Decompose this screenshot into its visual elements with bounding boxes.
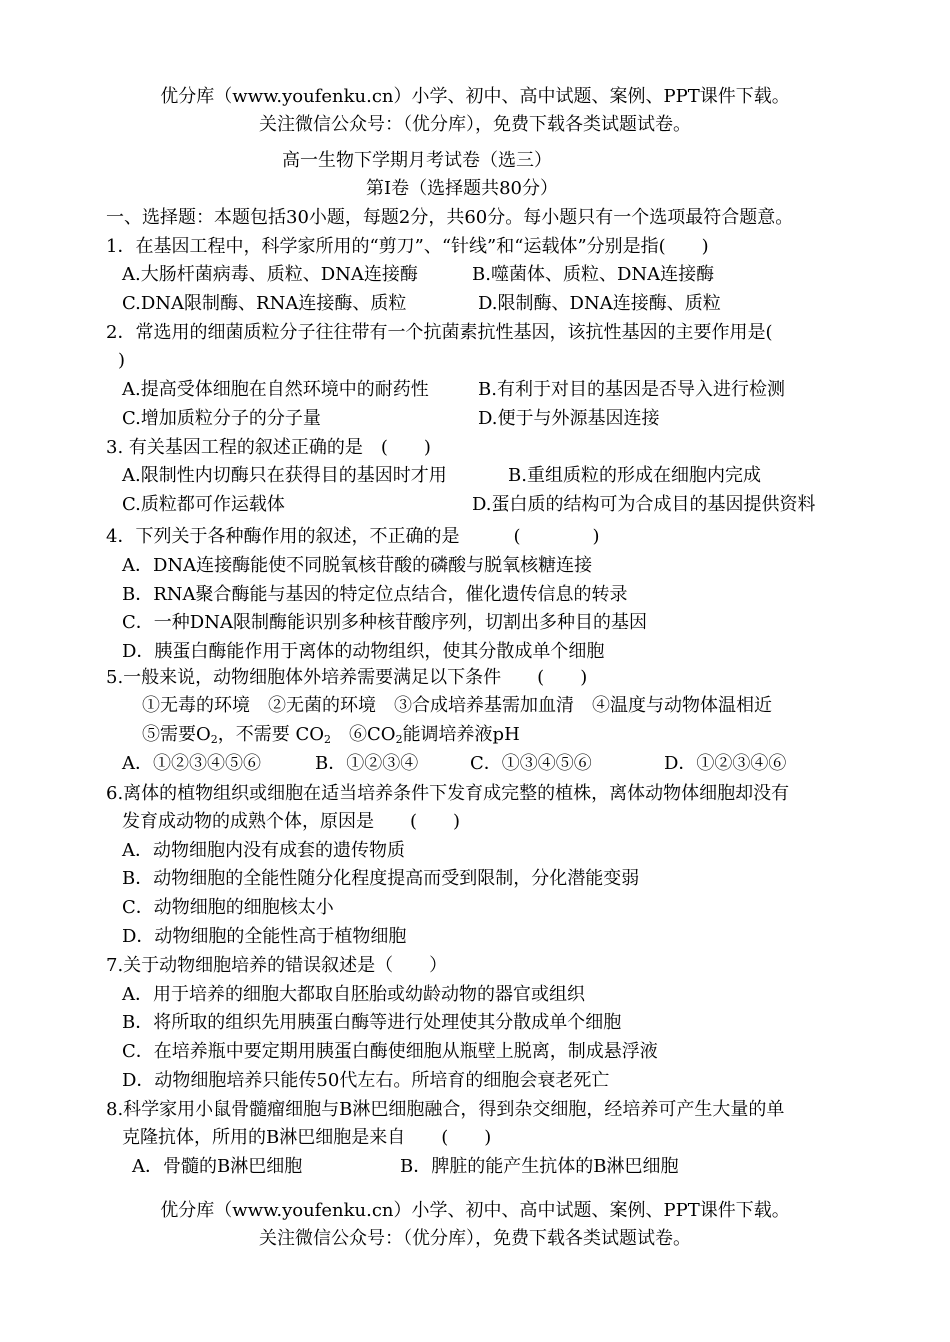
question-5-condition-6-text-2: 能调培养液pH [402,724,520,745]
question-5-stem: 5.一般来说，动物细胞体外培养需要满足以下条件 ( ) [106,667,588,688]
question-2-stem-cont: ) [118,350,126,371]
question-3-option-c: C.质粒都可作运载体 [122,494,285,515]
question-6-option-b: B．动物细胞的全能性随分化程度提高而受到限制，分化潜能变弱 [122,868,640,889]
question-5-option-b: B．①②③④ [315,753,419,774]
question-3-stem: 3. 有关基因工程的叙述正确的是 ( ) [106,437,431,458]
question-7-option-d: D．动物细胞培养只能传50代左右。所培育的细胞会衰老死亡 [122,1070,610,1091]
question-4-option-b: B．RNA聚合酶能与基因的特定位点结合，催化遗传信息的转录 [122,584,628,605]
question-1-option-a: A.大肠杆菌病毒、质粒、DNA连接酶 [122,264,418,285]
question-6-stem-cont: 发育成动物的成熟个体，原因是 ( ) [122,811,461,832]
question-7-option-c: C．在培养瓶中要定期用胰蛋白酶使细胞从瓶壁上脱离，制成悬浮液 [122,1041,658,1062]
question-5-condition-6-text: ⑥CO [331,724,396,745]
question-8-option-a: A．骨髓的B淋巴细胞 [132,1156,303,1177]
question-8-stem: 8.科学家用小鼠骨髓瘤细胞与B淋巴细胞融合，得到杂交细胞，经培养可产生大量的单 [106,1099,785,1120]
question-5-condition-5-text-2: ，不需要 CO [217,724,325,745]
question-5-option-c: C．①③④⑤⑥ [470,753,592,774]
footer-line-2: 关注微信公众号：（优分库），免费下载各类试题试卷。 [259,1228,691,1249]
question-4-option-d: D．胰蛋白酶能作用于离体的动物组织，使其分散成单个细胞 [122,641,605,662]
question-3-option-d: D.蛋白质的结构可为合成目的基因提供资料 [472,494,816,515]
question-5-option-d: D．①②③④⑥ [664,753,787,774]
question-2-option-b: B.有利于对目的基因是否导入进行检测 [478,379,785,400]
question-5-conditions-1: ①无毒的环境 ②无菌的环境 ③合成培养基需加血清 ④温度与动物体温相近 [142,695,772,716]
question-7-option-a: A．用于培养的细胞大都取自胚胎或幼龄动物的器官或组织 [122,984,585,1005]
question-3-option-a: A.限制性内切酶只在获得目的基因时才用 [122,465,447,486]
question-5-condition-5-text: ⑤需要O [142,724,211,745]
footer-line-1: 优分库（www.youfenku.cn）小学、初中、高中试题、案例、PPT课件下载。 [160,1200,790,1221]
exam-volume: 第Ⅰ卷（选择题共80分） [366,178,559,199]
question-1-option-d: D.限制酶、DNA连接酶、质粒 [478,293,721,314]
question-1-stem: 1．在基因工程中，科学家所用的“剪刀”、“针线”和“运载体”分别是指( ) [106,236,709,257]
subscript-2: 2 [324,733,332,746]
question-4-option-a: A．DNA连接酶能使不同脱氧核苷酸的磷酸与脱氧核糖连接 [122,555,593,576]
question-5-conditions-2 [142,724,520,751]
exam-title: 高一生物下学期月考试卷（选三） [282,150,552,171]
question-8-option-b: B．脾脏的能产生抗体的B淋巴细胞 [400,1156,679,1177]
question-6-option-a: A．动物细胞内没有成套的遗传物质 [122,840,405,861]
section-instructions: 一、选择题：本题包括30小题，每题2分，共60分。每小题只有一个选项最符合题意。 [106,207,794,228]
question-5-option-a: A．①②③④⑤⑥ [122,753,261,774]
question-2-option-d: D.便于与外源基因连接 [478,408,660,429]
question-1-option-c: C.DNA限制酶、RNA连接酶、质粒 [122,293,407,314]
question-1-option-b: B.噬菌体、质粒、DNA连接酶 [472,264,715,285]
question-3-option-b: B.重组质粒的形成在细胞内完成 [508,465,761,486]
header-line-2: 关注微信公众号：（优分库），免费下载各类试题试卷。 [259,114,691,135]
question-2-stem: 2．常选用的细菌质粒分子往往带有一个抗菌素抗性基因，该抗性基因的主要作用是( [106,322,773,343]
question-8-stem-cont: 克隆抗体，所用的B淋巴细胞是来自 ( ) [122,1127,492,1148]
question-6-option-d: D．动物细胞的全能性高于植物细胞 [122,926,407,947]
question-4-option-c: C．一种DNA限制酶能识别多种核苷酸序列，切割出多种目的基因 [122,612,647,633]
question-4-stem: 4．下列关于各种酶作用的叙述，不正确的是 ( ) [106,526,600,547]
question-2-option-a: A.提高受体细胞在自然环境中的耐药性 [122,379,429,400]
subscript-2: 2 [395,733,403,746]
question-6-stem: 6.离体的植物组织或细胞在适当培养条件下发育成完整的植株，离体动物体细胞却没有 [106,783,790,804]
question-2-option-c: C.增加质粒分子的分子量 [122,408,321,429]
header-line-1: 优分库（www.youfenku.cn）小学、初中、高中试题、案例、PPT课件下载。 [160,86,790,107]
question-7-option-b: B．将所取的组织先用胰蛋白酶等进行处理使其分散成单个细胞 [122,1012,622,1033]
question-6-option-c: C．动物细胞的细胞核太小 [122,897,334,918]
question-7-stem: 7.关于动物细胞培养的错误叙述是（ ） [106,955,448,976]
subscript-2: 2 [210,733,218,746]
